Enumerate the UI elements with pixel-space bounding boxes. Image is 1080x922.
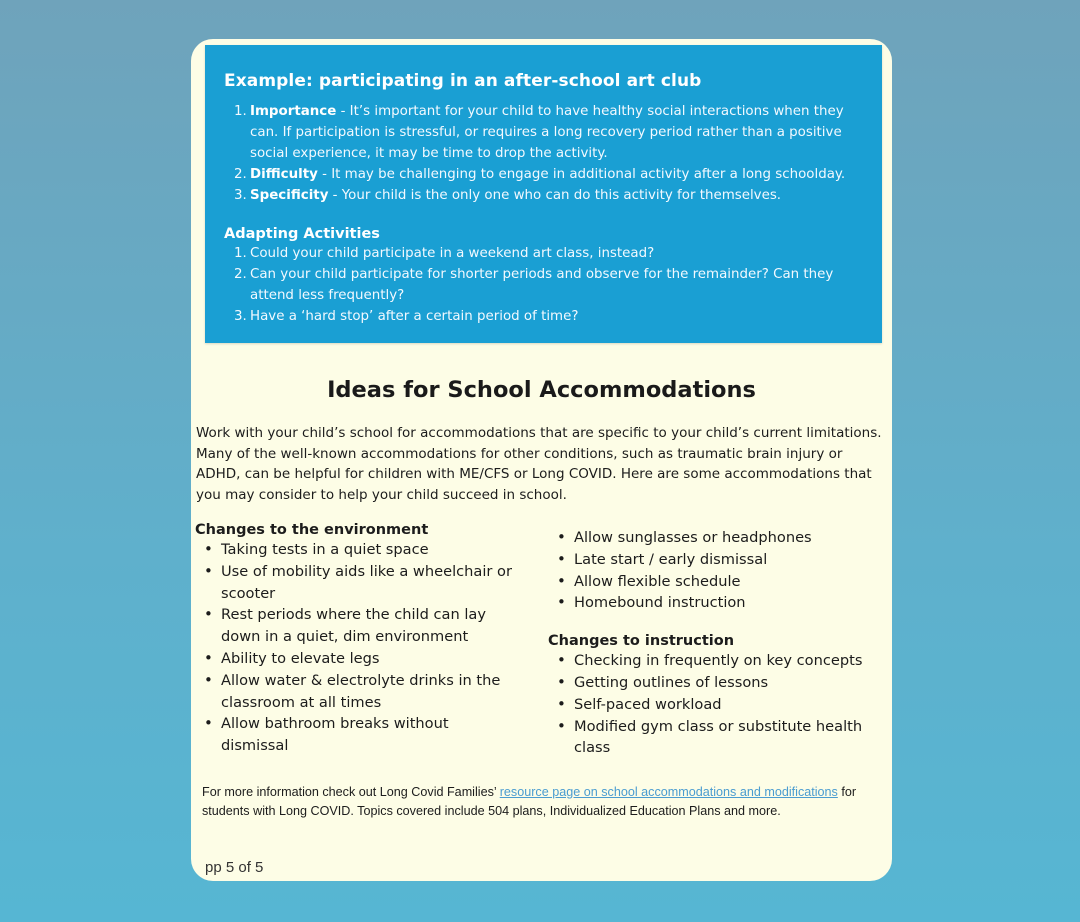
document-page <box>191 39 892 881</box>
adapting-title: Adapting Activities <box>224 226 380 242</box>
environment-list-continued <box>548 527 878 614</box>
list-item: • Late start / early dismissal <box>548 549 878 571</box>
intro-paragraph: Work with your child’s school for accommodations that are specific to your child’s current limitations. Many of the well-known accommodations for other conditions, such as traumatic brain injury or ADHD, can be helpful for children with ME/CFS or Long COVID. Here are some accommodations that you may consider to help your child succeed in school. <box>196 425 882 503</box>
item-term: Specificity <box>250 188 329 203</box>
example-item <box>234 164 866 185</box>
example-title: Example: participating in an after-school art club <box>224 71 702 91</box>
example-item <box>234 185 866 206</box>
footer-note <box>202 783 887 820</box>
item-term: Importance <box>250 104 337 119</box>
list-item: • Homebound instruction <box>548 592 878 614</box>
item-number: 2. <box>234 267 247 282</box>
list-item: • Allow flexible schedule <box>548 571 878 593</box>
example-callout-box <box>205 45 882 343</box>
footer-text-after: for students with Long COVID. Topics covered include 504 plans, Individualized Education Plans and more. <box>202 785 857 818</box>
item-text: - Your child is the only one who can do this activity for themselves. <box>328 188 782 203</box>
page-number: pp 5 of 5 <box>205 859 264 876</box>
list-item: • Allow sunglasses or headphones <box>548 527 878 549</box>
list-item: • Allow bathroom breaks without dismissal <box>195 713 515 757</box>
environment-list <box>195 539 515 757</box>
section-title: Ideas for School Accommodations <box>327 377 756 403</box>
item-content <box>250 185 781 206</box>
resource-page-link[interactable]: resource page on school accommodations and modifications <box>499 785 838 799</box>
list-item: • Checking in frequently on key concepts <box>548 650 878 672</box>
item-number: 1. <box>234 104 247 119</box>
adapting-item <box>234 243 866 264</box>
list-item: • Allow water & electrolyte drinks in the classroom at all times <box>195 670 515 714</box>
right-column <box>548 527 878 759</box>
adapting-list <box>224 243 866 327</box>
list-item: • Ability to elevate legs <box>195 648 515 670</box>
example-list <box>224 101 866 206</box>
item-number: 1. <box>234 246 247 261</box>
item-text: - It’s important for your child to have healthy social interactions when they can. If participation is stressful, or requires a long recovery period rather than a positive social experience, it may be time to drop the activity. <box>250 104 844 161</box>
adapting-item <box>234 306 866 327</box>
item-text: Could your child participate in a weekend art class, instead? <box>250 246 655 261</box>
item-text: Have a ‘hard stop’ after a certain period of time? <box>250 309 579 324</box>
list-item: • Modified gym class or substitute health class <box>548 716 878 760</box>
item-text: Can your child participate for shorter periods and observe for the remainder? Can they attend less frequently? <box>250 267 834 303</box>
list-item: • Getting outlines of lessons <box>548 672 878 694</box>
list-item: • Self-paced workload <box>548 694 878 716</box>
item-content <box>250 164 845 185</box>
list-item: • Rest periods where the child can lay down in a quiet, dim environment <box>195 604 515 648</box>
item-term: Difficulty <box>250 167 318 182</box>
adapting-item <box>234 264 866 306</box>
instruction-heading: Changes to instruction <box>548 633 735 650</box>
item-content <box>250 101 866 164</box>
item-number: 3. <box>234 309 247 324</box>
environment-column <box>195 522 515 757</box>
list-item: • Use of mobility aids like a wheelchair or scooter <box>195 561 515 605</box>
instruction-list <box>548 650 878 759</box>
example-item <box>234 101 866 164</box>
environment-heading: Changes to the environment <box>195 522 429 538</box>
item-number: 3. <box>234 188 247 203</box>
list-item: • Taking tests in a quiet space <box>195 539 515 561</box>
item-text: - It may be challenging to engage in additional activity after a long schoolday. <box>317 167 846 182</box>
footer-text-before: For more information check out Long Covid Families’ <box>202 785 500 799</box>
item-number: 2. <box>234 167 247 182</box>
